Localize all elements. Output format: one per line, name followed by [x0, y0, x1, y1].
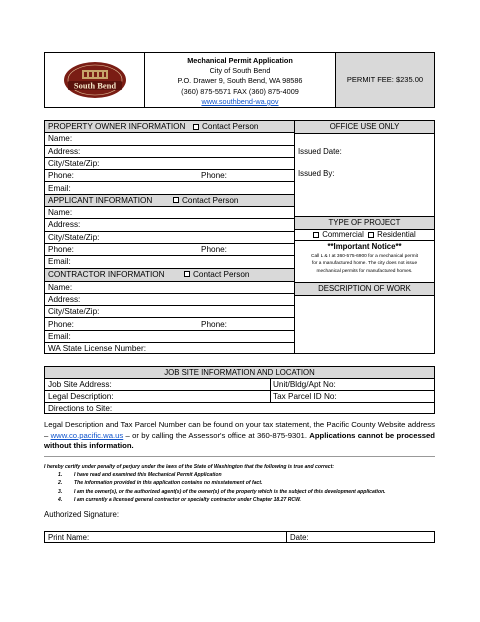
cert-item-text: I am the owner(s), or the authorized agent(s) of the owner(s) of the property which is the subject of this development application.: [74, 488, 386, 495]
applicant-name-field[interactable]: Name:: [45, 207, 294, 219]
owner-section-header: [45, 121, 294, 133]
owner-phone-label: Phone:: [48, 171, 74, 181]
divider: [44, 456, 435, 457]
contractor-address-field[interactable]: Address:: [45, 294, 294, 306]
date-field[interactable]: Date:: [290, 533, 309, 542]
applicant-section-header: [45, 195, 294, 207]
applicant-contact-label: Contact Person: [182, 195, 239, 205]
contractor-phone-label: Phone:: [48, 319, 74, 329]
cert-item-number: 4.: [58, 496, 63, 503]
certification-intro: I hereby certify under penalty of perjury under the laws of the State of Washington that the following is true and correct:: [44, 464, 335, 470]
svg-text:South Bend: South Bend: [73, 80, 116, 91]
city-name: City of South Bend: [209, 66, 271, 76]
owner-city-field[interactable]: City/State/Zip:: [45, 158, 294, 170]
cert-item-number: 2.: [58, 480, 63, 487]
contractor-city-field[interactable]: City/State/Zip:: [45, 306, 294, 318]
cert-item-number: 1.: [58, 472, 63, 479]
cert-item: [44, 479, 435, 487]
city-logo: [45, 53, 145, 107]
owner-phone-row[interactable]: [45, 170, 294, 182]
owner-contact-label: Contact Person: [202, 122, 259, 131]
cert-item-text: The information provided in this application contains no misstatement of fact.: [74, 480, 263, 487]
contractor-contact-checkbox[interactable]: [184, 271, 190, 277]
description-heading: DESCRIPTION OF WORK: [295, 282, 434, 296]
applicant-contact-checkbox[interactable]: [173, 197, 179, 203]
cert-item-number: 3.: [58, 488, 63, 495]
applicant-email-field[interactable]: Email:: [45, 256, 294, 268]
owner-email-field[interactable]: Email:: [45, 183, 294, 195]
commercial-label: Commercial: [322, 230, 364, 239]
applicant-phone2-label: Phone:: [201, 245, 227, 254]
residential-checkbox[interactable]: [368, 232, 374, 238]
city-phone-fax: (360) 875-5571 FAX (360) 875-4009: [181, 86, 299, 96]
contractor-phone-row[interactable]: [45, 319, 294, 331]
legal-note-text-1: Legal Description and Tax Parcel Number can be found on your tax statement, the Pacific County Website address –: [44, 420, 435, 440]
city-address: P.O. Drawer 9, South Bend, WA 98586: [177, 76, 303, 86]
directions-field[interactable]: Directions to Site:: [48, 404, 113, 413]
tax-parcel-label: Tax Parcel ID No:: [273, 392, 337, 401]
owner-heading: PROPERTY OWNER INFORMATION: [48, 122, 186, 131]
print-name-field[interactable]: Print Name:: [48, 533, 90, 542]
issued-date-label: Issued Date:: [298, 147, 342, 156]
contractor-email-field[interactable]: Email:: [45, 331, 294, 343]
important-notice-title: **Important Notice**: [327, 242, 402, 251]
owner-phone2-label: Phone:: [201, 171, 227, 181]
contractor-contact-label: Contact Person: [193, 269, 250, 279]
legal-note-warning: Applications cannot be processed without this information.: [44, 430, 435, 451]
owner-contact-checkbox[interactable]: [193, 124, 199, 130]
owner-name-field[interactable]: Name:: [45, 133, 294, 145]
applicant-info-grid: [44, 120, 435, 354]
authorized-signature-label[interactable]: Authorized Signature:: [44, 510, 119, 519]
legal-note-text-2: – or by calling the Assessor's office at 360-875-9301.: [123, 430, 310, 440]
applicant-address-field[interactable]: Address:: [45, 219, 294, 231]
job-site-section: [44, 366, 435, 414]
issued-by-label: Issued By:: [298, 169, 335, 178]
contractor-license-field[interactable]: WA State License Number:: [48, 344, 146, 354]
cert-item: [44, 488, 435, 496]
certification-block: [44, 463, 435, 504]
job-site-heading: JOB SITE INFORMATION AND LOCATION: [45, 367, 434, 379]
applicant-heading: APPLICANT INFORMATION: [48, 195, 153, 205]
city-contact-info: [145, 53, 336, 107]
job-site-row-1[interactable]: [45, 379, 434, 391]
commercial-checkbox[interactable]: [313, 232, 319, 238]
unit-label: Unit/Bldg/Apt No:: [273, 380, 336, 389]
job-site-row-2[interactable]: [45, 391, 434, 403]
important-notice-text: Call L & I at 360-575-6900 for a mechanical permit for a manufactured home. The city does not issue mechanical permits for manufactured homes.: [310, 254, 418, 274]
contractor-heading: CONTRACTOR INFORMATION: [48, 269, 165, 279]
print-name-date-row: [44, 531, 435, 543]
permit-fee: PERMIT FEE: $235.00: [336, 53, 434, 107]
cert-item: [44, 471, 435, 479]
contractor-name-field[interactable]: Name:: [45, 282, 294, 294]
project-type-options: [295, 229, 434, 241]
applicant-city-field[interactable]: City/State/Zip:: [45, 232, 294, 244]
county-website-link[interactable]: www.co.pacific.wa.us: [50, 430, 124, 440]
cert-item-text: I am currently a licensed general contractor or specialty contractor under Chapter 18.27 RCW.: [74, 496, 301, 503]
form-header: [44, 52, 435, 108]
residential-label: Residential: [377, 230, 416, 239]
applicant-phone-label: Phone:: [48, 245, 74, 254]
south-bend-logo-icon: [62, 60, 128, 100]
project-type-heading: TYPE OF PROJECT: [295, 217, 434, 230]
cert-item: [44, 496, 435, 504]
city-website-link[interactable]: www.southbend-wa.gov: [201, 96, 279, 106]
owner-address-field[interactable]: Address:: [45, 146, 294, 158]
legal-note: [44, 420, 435, 452]
legal-description-label: Legal Description:: [48, 392, 114, 401]
contractor-phone2-label: Phone:: [201, 319, 227, 329]
job-site-address-label: Job Site Address:: [48, 380, 112, 389]
form-title: Mechanical Permit Application: [187, 56, 293, 65]
contractor-section-header: [45, 269, 294, 282]
office-use-heading: OFFICE USE ONLY: [295, 121, 434, 134]
cert-item-text: I have read and examined this Mechanical Permit Application: [74, 472, 222, 479]
applicant-phone-row[interactable]: [45, 244, 294, 256]
